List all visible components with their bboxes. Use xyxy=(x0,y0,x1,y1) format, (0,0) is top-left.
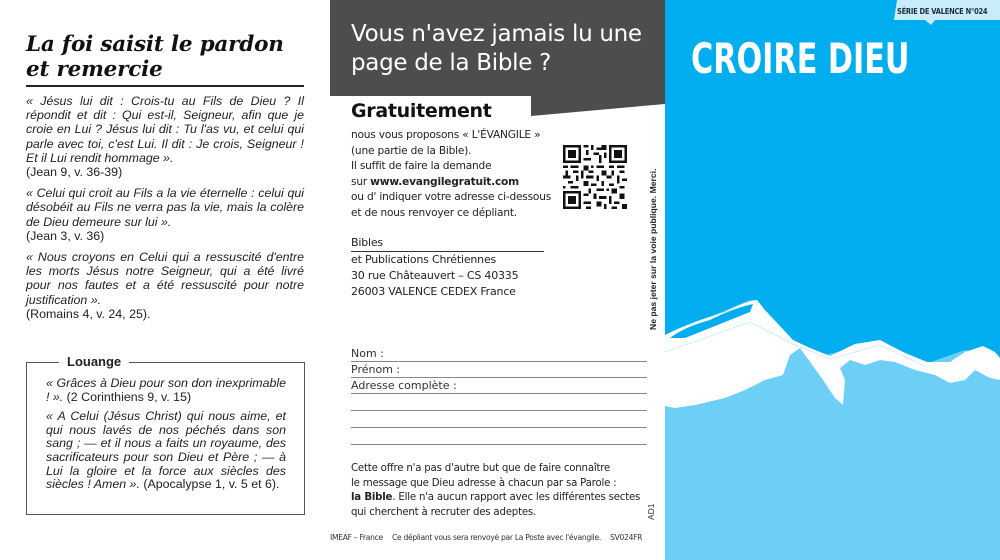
louange-item xyxy=(46,377,286,404)
louange-item xyxy=(46,410,286,492)
verse-list xyxy=(26,94,304,328)
publisher-line: et Publications Chrétiennes xyxy=(351,253,497,266)
verse-item xyxy=(26,250,304,321)
louange-title: Louange xyxy=(59,354,129,369)
offer-line: sur www.evangilegratuit.com xyxy=(351,175,519,188)
title-divider xyxy=(26,85,304,87)
offer-line: Il suffit de faire la demande xyxy=(351,160,492,172)
verse-reference: (Romains 4, v. 24, 25). xyxy=(26,306,151,321)
headline: Vous n'avez jamais lu une page de la Bible ? xyxy=(351,21,642,76)
verse-item xyxy=(26,186,304,243)
middle-panel xyxy=(330,0,665,560)
publisher-city: 26003 VALENCE CEDEX France xyxy=(351,285,516,298)
page-title: La foi saisit le pardon et remercie xyxy=(26,32,284,82)
disclaimer-line: qui cherchent à recruter des adeptes. xyxy=(351,506,537,518)
publisher-name: Bibles xyxy=(351,235,544,252)
address-line-2[interactable] xyxy=(351,411,647,428)
disclaimer-line: la Bible. Elle n'a aucun rapport avec les différentes sectes xyxy=(351,492,641,504)
address-line-3[interactable] xyxy=(351,428,647,445)
qr-code-icon[interactable] xyxy=(563,145,627,209)
return-note: Ce dépliant vous sera renvoyé par La Poste avec l'évangile. xyxy=(391,533,601,542)
offer-line: ou d' indiquer votre adresse ci-dessous xyxy=(351,191,552,203)
louange-quote: « A Celui (Jésus Christ) qui nous aime, et qui nous lavés de nos péchés dans son sang ; — et il nous a faits un royaume, des sacrificateurs pour son Dieu et Père ; — à Lui la gloire et la force aux siècles des siècles ! Amen ». xyxy=(46,409,286,492)
firstname-label: Prénom : xyxy=(351,363,401,376)
reference-code: SV024FR xyxy=(610,533,643,542)
series-label: SÉRIE DE VALENCE N°024 xyxy=(897,6,988,16)
louange-reference: (Apocalypse 1, v. 5 et 6). xyxy=(143,477,280,492)
footer xyxy=(330,533,660,542)
name-label: Nom : xyxy=(351,347,384,360)
address-label: Adresse complète : xyxy=(351,379,457,392)
bible-emphasis: la Bible xyxy=(351,492,393,504)
louange-reference: (2 Corinthiens 9, v. 15) xyxy=(66,389,192,404)
mountain-illustration xyxy=(665,280,1000,560)
address-field[interactable] xyxy=(351,378,647,394)
printer-info: IMEAF – France xyxy=(330,533,383,542)
verse-quote: « Nous croyons en Celui qui a ressuscité d'entre les morts Jésus notre Seigneur, qui a été livré pour nos fautes et a été ressuscité pour notre justification ». xyxy=(26,250,304,307)
disclaimer-line: le message que Dieu adresse à chacun par sa Parole : xyxy=(351,477,617,489)
left-panel xyxy=(0,0,330,560)
verse-quote: « Celui qui croit au Fils a la vie éternelle : celui qui désobéit au Fils ne verra pas la vie, mais la colère de Dieu demeure sur lui ». xyxy=(26,186,304,229)
louange-body xyxy=(46,377,286,498)
louange-box xyxy=(26,354,305,515)
firstname-field[interactable] xyxy=(351,362,647,378)
address-line-1[interactable] xyxy=(351,394,647,411)
website-link[interactable]: www.evangilegratuit.com xyxy=(370,175,519,188)
litter-notice: Ne pas jeter sur la voie publique. Merci. xyxy=(648,168,658,330)
publisher-address xyxy=(351,235,544,300)
ad-code: AD1 xyxy=(646,503,656,520)
offer-line: (une partie de la Bible). xyxy=(351,144,472,157)
offer-line: nous vous proposons « L'ÉVANGILE » xyxy=(351,129,541,141)
verse-quote: « Jésus lui dit : Crois-tu au Fils de Dieu ? Il répondit et dit : Qui est-il, Seigneur, afin que je croie en Lui ? Jésus lui dit : Tu l'as vu, et celui qui parle avec toi, c'est Lui. Il dit : Je crois, Seigneur ! Et il Lui rendit hommage ». xyxy=(26,94,304,165)
louange-quote: « Grâces à Dieu pour son don inexprimable ! ». xyxy=(46,376,286,404)
offer-line: et de nous renvoyer ce dépliant. xyxy=(351,206,517,219)
verse-reference: (Jean 9, v. 36-39) xyxy=(26,165,123,180)
name-field[interactable] xyxy=(351,346,647,362)
cover-panel xyxy=(665,0,1000,560)
publisher-street: 30 rue Châteauvert – CS 40335 xyxy=(351,269,519,282)
verse-item xyxy=(26,94,304,179)
free-label: Gratuitement xyxy=(351,100,492,122)
request-form xyxy=(351,346,647,445)
offer-text xyxy=(351,128,571,221)
disclaimer xyxy=(351,462,641,520)
disclaimer-line: Cette offre n'a pas d'autre but que de faire connaître xyxy=(351,463,611,474)
cover-title: CROIRE DIEU xyxy=(691,34,910,83)
verse-reference: (Jean 3, v. 36) xyxy=(26,228,105,243)
